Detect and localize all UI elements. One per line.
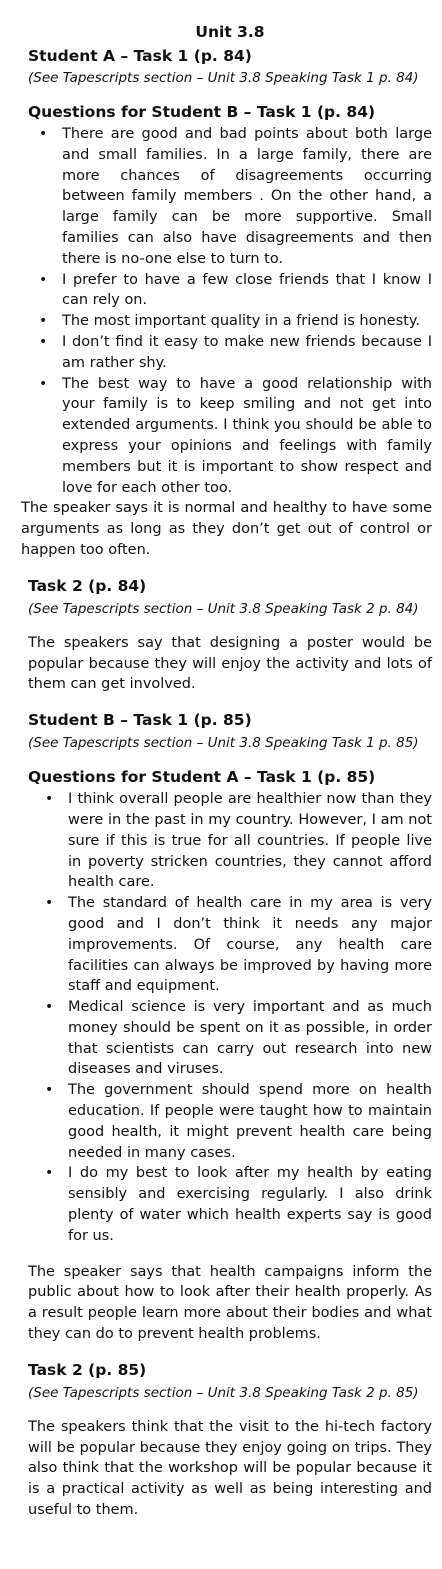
bullet-icon: • bbox=[39, 271, 48, 288]
bullet-icon: • bbox=[45, 791, 54, 808]
task2-a-heading: Task 2 (p. 84) bbox=[28, 576, 147, 595]
list-item bbox=[28, 270, 432, 312]
list-item bbox=[28, 332, 432, 374]
bullet-icon: • bbox=[39, 333, 48, 350]
task2-b-summary: The speakers think that the visit to the hi-tech factory will be popular because they enjoy going on trips. They also think that the workshop will be popular because it is a practical activity as well as being interesting and useful to them. bbox=[28, 1418, 432, 1519]
student-b-task1-heading: Student B – Task 1 (p. 85) bbox=[28, 711, 252, 730]
list-item bbox=[28, 124, 432, 270]
list-item-text: The most important quality in a friend is honesty. bbox=[62, 313, 420, 330]
questions-b-task1-heading: Questions for Student B – Task 1 (p. 84) bbox=[28, 103, 376, 121]
questions-b-task1-summary: The speaker says it is normal and healthy to have some arguments as long as they don’t get out of control or happen too often. bbox=[21, 500, 432, 558]
list-item bbox=[34, 997, 432, 1080]
bullet-icon: • bbox=[45, 1082, 54, 1099]
list-item bbox=[28, 374, 432, 499]
bullet-icon: • bbox=[45, 895, 54, 912]
list-item bbox=[34, 789, 432, 893]
list-item bbox=[34, 893, 432, 997]
task2-a-summary: The speakers say that designing a poster would be popular because they will enjoy the activity and lots of them can get involved. bbox=[28, 634, 432, 693]
bullet-icon: • bbox=[45, 999, 54, 1016]
list-item-text: I prefer to have a few close friends that I know I can rely on. bbox=[62, 271, 432, 309]
bullet-icon: • bbox=[39, 126, 48, 142]
unit-title: Unit 3.8 bbox=[195, 23, 265, 41]
student-a-task1-reference: (See Tapescripts section – Unit 3.8 Speaking Task 1 p. 84) bbox=[28, 70, 419, 86]
list-item bbox=[28, 311, 432, 332]
list-item-text: Medical science is very important and as much money should be spent on it as possible, in order that scientists can carry out research into new diseases and viruses. bbox=[68, 999, 432, 1078]
questions-a-task1-list bbox=[28, 789, 432, 1247]
questions-b-task1-list bbox=[28, 124, 432, 498]
list-item-text: I do my best to look after my health by eating sensibly and exercising regularly. I also drink plenty of water which health experts say is good for us. bbox=[68, 1165, 432, 1244]
student-b-task1-reference: (See Tapescripts section – Unit 3.8 Speaking Task 1 p. 85) bbox=[28, 735, 419, 752]
bullet-icon: • bbox=[45, 1165, 54, 1182]
list-item-text: The standard of health care in my area is very good and I don’t think it needs any major improvements. Of course, any health care facilities can always be improved by having more staff and equipment. bbox=[68, 895, 432, 995]
list-item-text: I think overall people are healthier now than they were in the past in my country. However, I am not sure if this is true for all countries. If people live in poverty stricken countries, they cannot afford health care. bbox=[68, 791, 432, 891]
list-item-text: The best way to have a good relationship with your family is to keep smiling and not get into extended arguments. I think you should be able to express your opinions and feelings with family members but it is important to show respect and love for each other too. bbox=[62, 375, 432, 496]
list-item bbox=[34, 1163, 432, 1246]
task2-b-reference: (See Tapescripts section – Unit 3.8 Speaking Task 2 p. 85) bbox=[28, 1384, 419, 1401]
bullet-icon: • bbox=[39, 375, 48, 392]
list-item-text: There are good and bad points about both large and small families. In a large family, there are more chances of disagreements occurring between family members . On the other hand, a large family can be more supportive. Small families can also have disagreements and then there is no-one else to turn to. bbox=[62, 126, 432, 267]
task2-b-heading: Task 2 (p. 85) bbox=[28, 1360, 147, 1379]
bullet-icon: • bbox=[39, 313, 48, 330]
list-item bbox=[34, 1080, 432, 1163]
task2-a-reference: (See Tapescripts section – Unit 3.8 Speaking Task 2 p. 84) bbox=[28, 600, 419, 617]
list-item-text: I don’t find it easy to make new friends because I am rather shy. bbox=[62, 333, 432, 371]
list-item-text: The government should spend more on health education. If people were taught how to maintain good health, it might prevent health care being needed in many cases. bbox=[68, 1082, 432, 1161]
questions-a-task1-summary: The speaker says that health campaigns inform the public about how to look after their health properly. As a result people learn more about their bodies and what they can do to prevent health problems. bbox=[28, 1263, 432, 1343]
questions-a-task1-heading: Questions for Student A – Task 1 (p. 85) bbox=[28, 768, 376, 787]
student-a-task1-heading: Student A – Task 1 (p. 84) bbox=[28, 47, 252, 65]
